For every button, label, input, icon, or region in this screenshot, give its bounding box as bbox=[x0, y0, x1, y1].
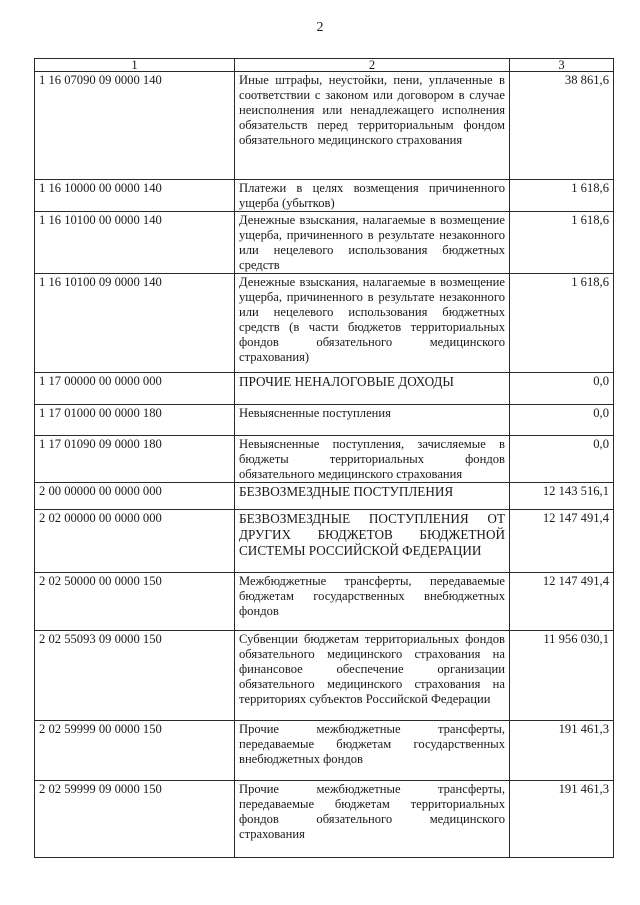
row-name: Платежи в целях возмещения причиненного ущерба (убытков) bbox=[235, 180, 510, 212]
row-amount: 1 618,6 bbox=[510, 212, 614, 274]
row-code: 1 16 10000 00 0000 140 bbox=[35, 180, 235, 212]
table-row bbox=[35, 483, 614, 510]
row-code: 1 17 01000 00 0000 180 bbox=[35, 405, 235, 436]
table-row bbox=[35, 436, 614, 483]
row-code: 2 02 00000 00 0000 000 bbox=[35, 510, 235, 573]
table-row bbox=[35, 212, 614, 274]
table-row bbox=[35, 274, 614, 373]
row-name: Прочие межбюджетные трансферты, передаваемые бюджетам государственных внебюджетных фондов bbox=[235, 721, 510, 781]
row-amount: 1 618,6 bbox=[510, 180, 614, 212]
row-amount: 0,0 bbox=[510, 405, 614, 436]
row-code: 2 02 50000 00 0000 150 bbox=[35, 573, 235, 631]
column-header-amount: 3 bbox=[510, 59, 614, 72]
row-name: Денежные взыскания, налагаемые в возмещение ущерба, причиненного в результате незаконного или нецелевого использования бюджетных средств (в части бюджетов территориальных фондов обязательного медицинского страхования) bbox=[235, 274, 510, 373]
row-amount: 0,0 bbox=[510, 373, 614, 405]
row-name: ПРОЧИЕ НЕНАЛОГОВЫЕ ДОХОДЫ bbox=[235, 373, 510, 405]
row-code: 1 17 00000 00 0000 000 bbox=[35, 373, 235, 405]
row-amount: 38 861,6 bbox=[510, 72, 614, 180]
table-row bbox=[35, 405, 614, 436]
row-name: Субвенции бюджетам территориальных фондов обязательного медицинского страхования на финансовое обеспечение организации обязательного медицинского страхования на территориях субъектов Российской Федерации bbox=[235, 631, 510, 721]
table-row bbox=[35, 373, 614, 405]
row-code: 1 17 01090 09 0000 180 bbox=[35, 436, 235, 483]
row-name: Денежные взыскания, налагаемые в возмещение ущерба, причиненного в результате незаконного или нецелевого использования бюджетных средств bbox=[235, 212, 510, 274]
column-header-name: 2 bbox=[235, 59, 510, 72]
row-name: Межбюджетные трансферты, передаваемые бюджетам государственных внебюджетных фондов bbox=[235, 573, 510, 631]
row-amount: 0,0 bbox=[510, 436, 614, 483]
row-amount: 11 956 030,1 bbox=[510, 631, 614, 721]
page-number: 2 bbox=[316, 20, 324, 35]
row-amount: 1 618,6 bbox=[510, 274, 614, 373]
row-name: Прочие межбюджетные трансферты, передаваемые бюджетам территориальных фондов обязательного медицинского страхования bbox=[235, 781, 510, 858]
row-code: 2 02 59999 00 0000 150 bbox=[35, 721, 235, 781]
row-name: БЕЗВОЗМЕЗДНЫЕ ПОСТУПЛЕНИЯ bbox=[235, 483, 510, 510]
row-code: 1 16 10100 09 0000 140 bbox=[35, 274, 235, 373]
row-code: 1 16 07090 09 0000 140 bbox=[35, 72, 235, 180]
column-header-code: 1 bbox=[35, 59, 235, 72]
table-row bbox=[35, 180, 614, 212]
table-row bbox=[35, 631, 614, 721]
row-name: Иные штрафы, неустойки, пени, уплаченные в соответствии с законом или договором в случае неисполнения или ненадлежащего исполнения обязательств перед территориальным фондом обязательного медицинского страхования bbox=[235, 72, 510, 180]
table-row bbox=[35, 721, 614, 781]
row-code: 2 02 55093 09 0000 150 bbox=[35, 631, 235, 721]
table-row bbox=[35, 781, 614, 858]
table-row bbox=[35, 510, 614, 573]
row-name: Невыясненные поступления, зачисляемые в бюджеты территориальных фондов обязательного медицинского страхования bbox=[235, 436, 510, 483]
row-amount: 12 147 491,4 bbox=[510, 510, 614, 573]
row-amount: 12 143 516,1 bbox=[510, 483, 614, 510]
row-name: Невыясненные поступления bbox=[235, 405, 510, 436]
table-row bbox=[35, 72, 614, 180]
row-amount: 191 461,3 bbox=[510, 781, 614, 858]
row-name: БЕЗВОЗМЕЗДНЫЕ ПОСТУПЛЕНИЯ ОТ ДРУГИХ БЮДЖЕТОВ БЮДЖЕТНОЙ СИСТЕМЫ РОССИЙСКОЙ ФЕДЕРАЦИИ bbox=[235, 510, 510, 573]
table-header-row bbox=[35, 59, 614, 72]
row-amount: 191 461,3 bbox=[510, 721, 614, 781]
budget-revenue-table bbox=[34, 58, 614, 858]
row-code: 1 16 10100 00 0000 140 bbox=[35, 212, 235, 274]
row-code: 2 00 00000 00 0000 000 bbox=[35, 483, 235, 510]
table-row bbox=[35, 573, 614, 631]
row-amount: 12 147 491,4 bbox=[510, 573, 614, 631]
row-code: 2 02 59999 09 0000 150 bbox=[35, 781, 235, 858]
